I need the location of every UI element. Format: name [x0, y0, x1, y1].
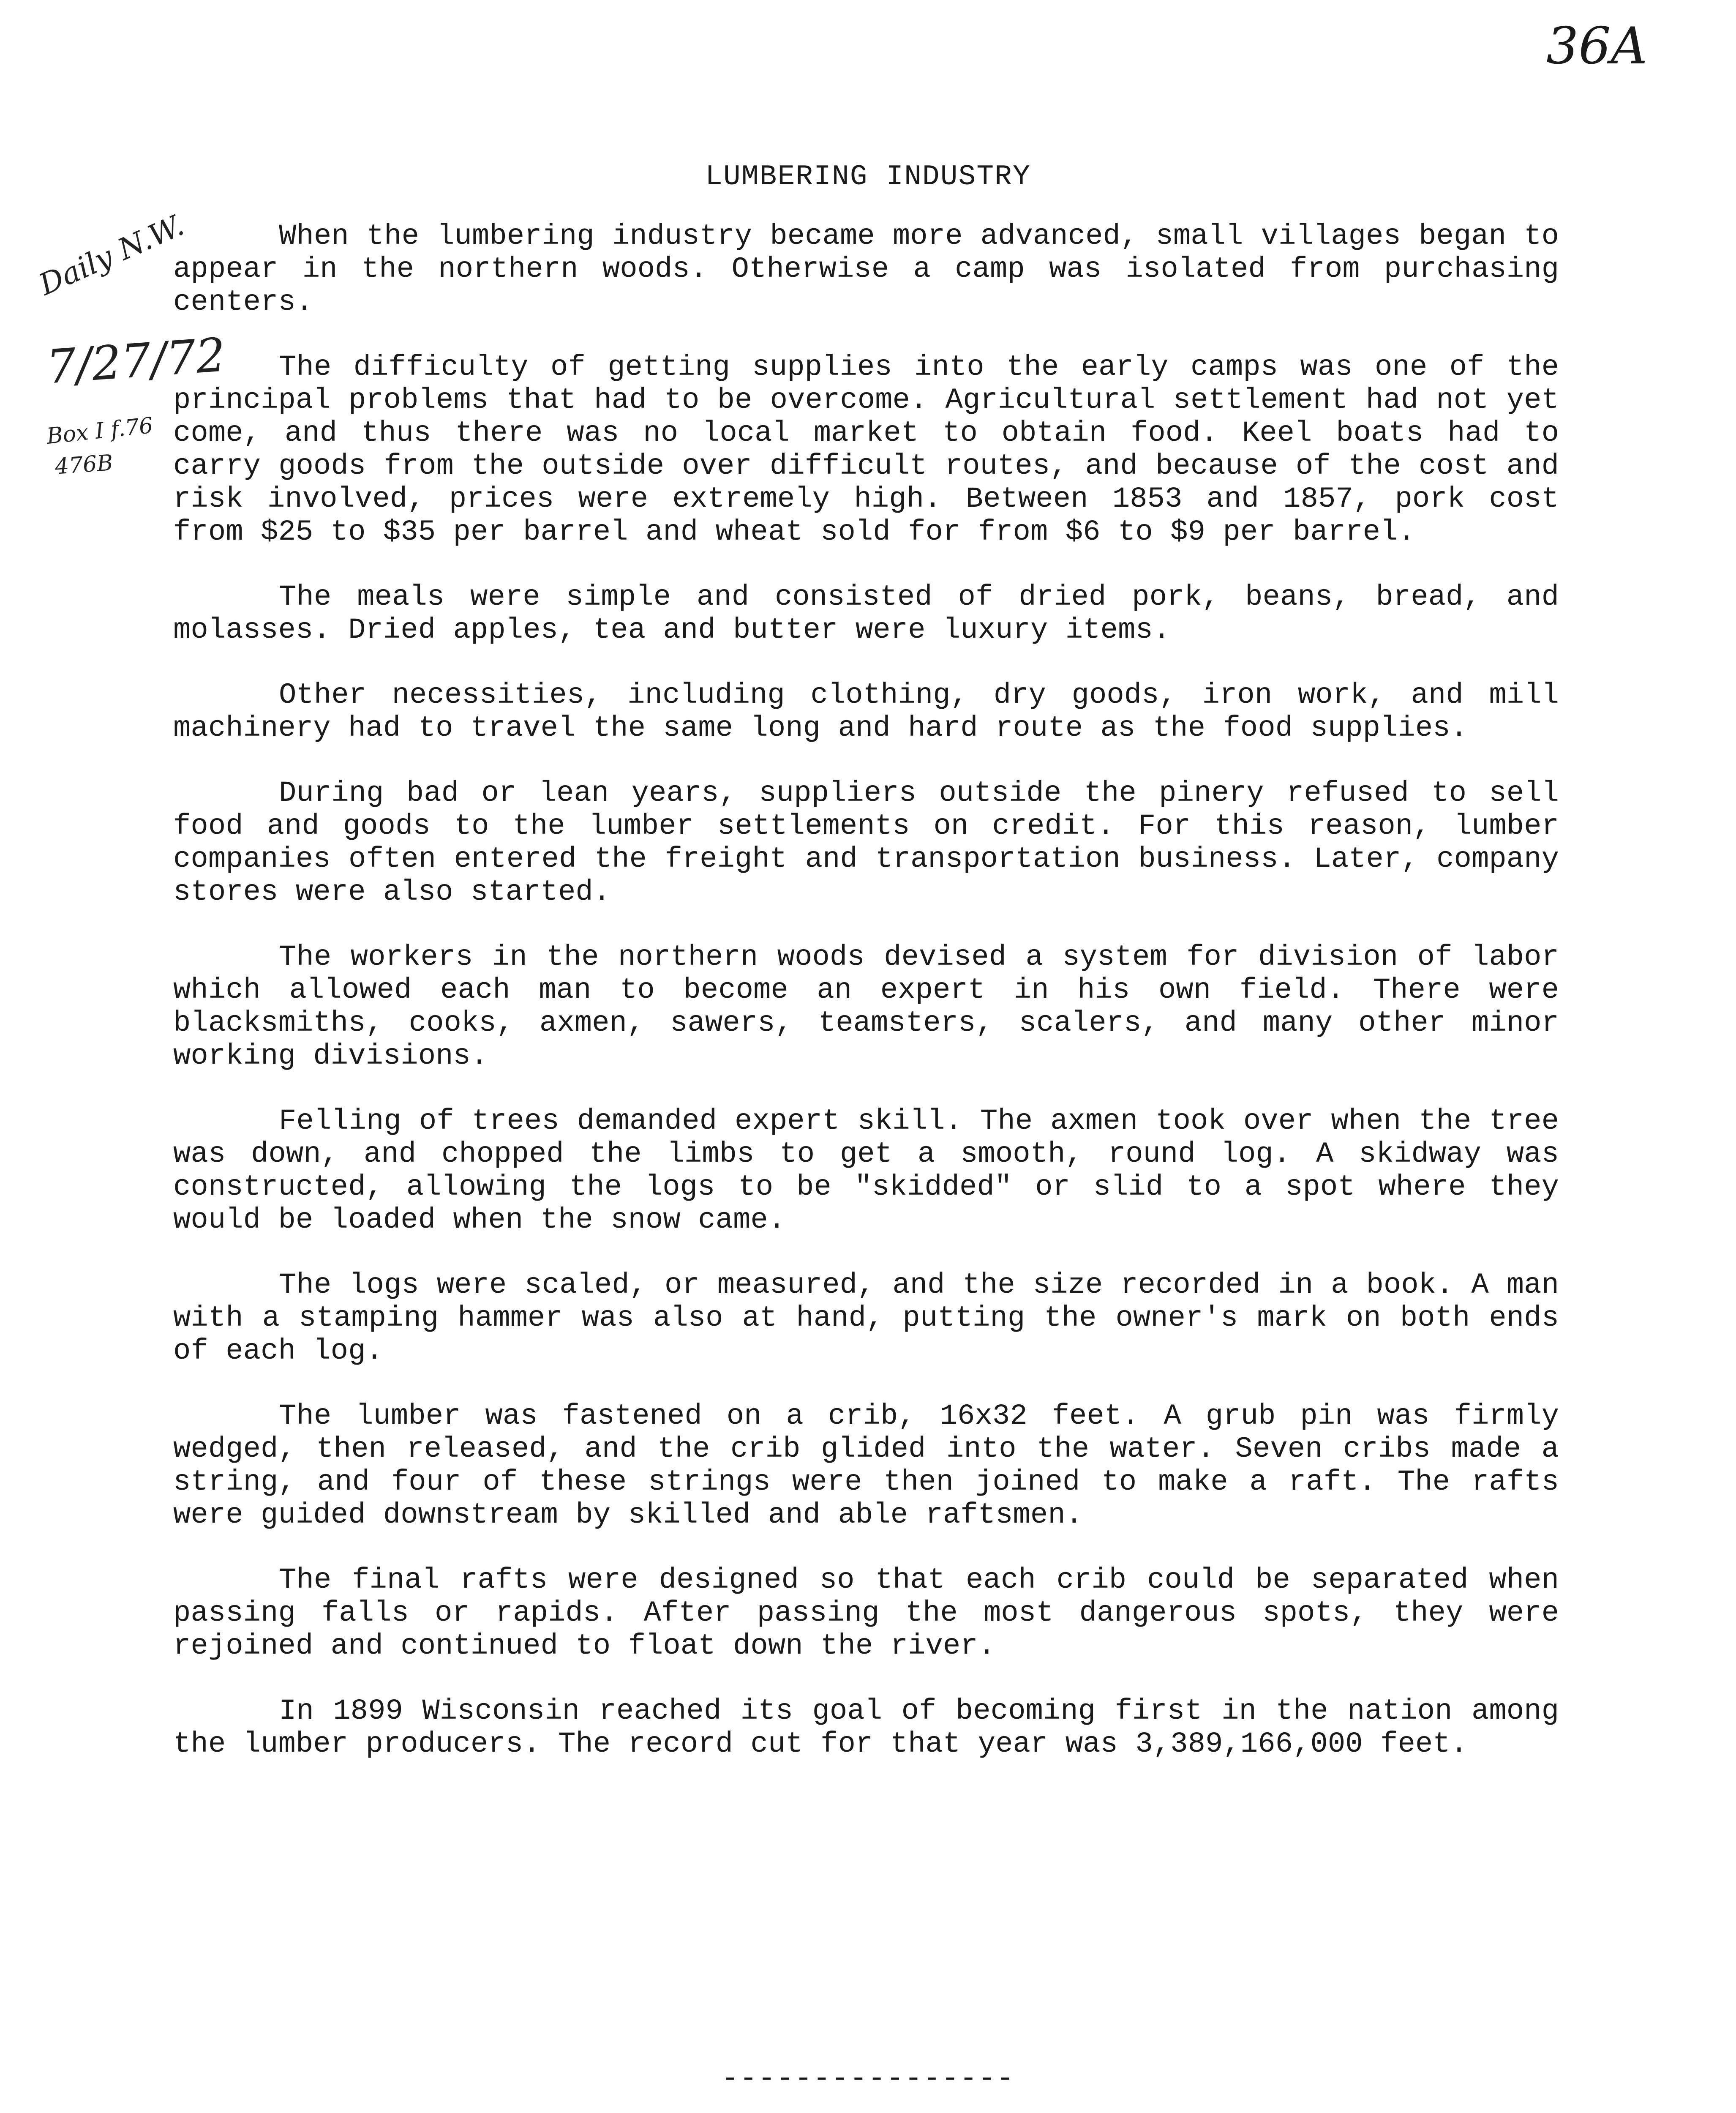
- paragraph-record-cut: In 1899 Wisconsin reached its goal of becoming first in the nation among the lumber producers. The record cut for that year was 3,389,166,000 feet.: [173, 1695, 1559, 1761]
- paragraph-supplies: The difficulty of getting supplies into the early camps was one of the principal problems that had to be overcome. Agricultural settlement had not yet come, and thus there was no local market to obtain food. Keel boats had to carry goods from the outside over difficult routes, and because of the cost and risk involved, prices were extremely high. Between 1853 and 1857, pork cost from $25 to $35 per barrel and wheat sold for from $6 to $9 per barrel.: [173, 351, 1559, 549]
- end-rule: ----------------: [721, 2062, 1015, 2095]
- paragraph-necessities: Other necessities, including clothing, dry goods, iron work, and mill machinery had to travel the same long and hard route as the food supplies.: [173, 679, 1559, 745]
- margin-note-box: Box I f.76: [45, 412, 154, 450]
- paragraph-meals: The meals were simple and consisted of dried pork, beans, bread, and molasses. Dried apples, tea and butter were luxury items.: [173, 581, 1559, 647]
- paragraph-scaling: The logs were scaled, or measured, and the size recorded in a book. A man with a stamping hammer was also at hand, putting the owner's mark on both ends of each log.: [173, 1269, 1559, 1368]
- paragraph-credit: During bad or lean years, suppliers outside the pinery refused to sell food and goods to the lumber settlements on credit. For this reason, lumber companies often entered the freight and transportation business. Later, company stores were also started.: [173, 777, 1559, 909]
- page-number: 36A: [1546, 17, 1648, 76]
- margin-note-date: 7/27/72: [45, 328, 228, 394]
- paragraph-felling: Felling of trees demanded expert skill. The axmen took over when the tree was down, and chopped the limbs to get a smooth, round log. A skidway was constructed, allowing the logs to be "skidded" or slid to a spot where they would be loaded when the snow came.: [173, 1105, 1559, 1237]
- document-body: [173, 220, 1559, 1793]
- paragraph-cribs: The lumber was fastened on a crib, 16x32 feet. A grub pin was firmly wedged, then released, and the crib glided into the water. Seven cribs made a string, and four of these strings were then joined to make a raft. The rafts were guided downstream by skilled and able raftsmen.: [173, 1400, 1559, 1532]
- margin-note-ref: 476B: [54, 450, 114, 480]
- document-title: LUMBERING INDUSTRY: [705, 161, 1031, 193]
- margin-note-source: Daily N.W.: [34, 207, 189, 302]
- paragraph-villages: When the lumbering industry became more advanced, small villages began to appear in the northern woods. Otherwise a camp was isolated from purchasing centers.: [173, 220, 1559, 319]
- paragraph-rafts: The final rafts were designed so that each crib could be separated when passing falls or rapids. After passing the most dangerous spots, they were rejoined and continued to float down the river.: [173, 1564, 1559, 1663]
- paragraph-division-of-labor: The workers in the northern woods devised a system for division of labor which allowed each man to become an expert in his own field. There were blacksmiths, cooks, axmen, sawers, teamsters, scalers, and many other minor working divisions.: [173, 941, 1559, 1073]
